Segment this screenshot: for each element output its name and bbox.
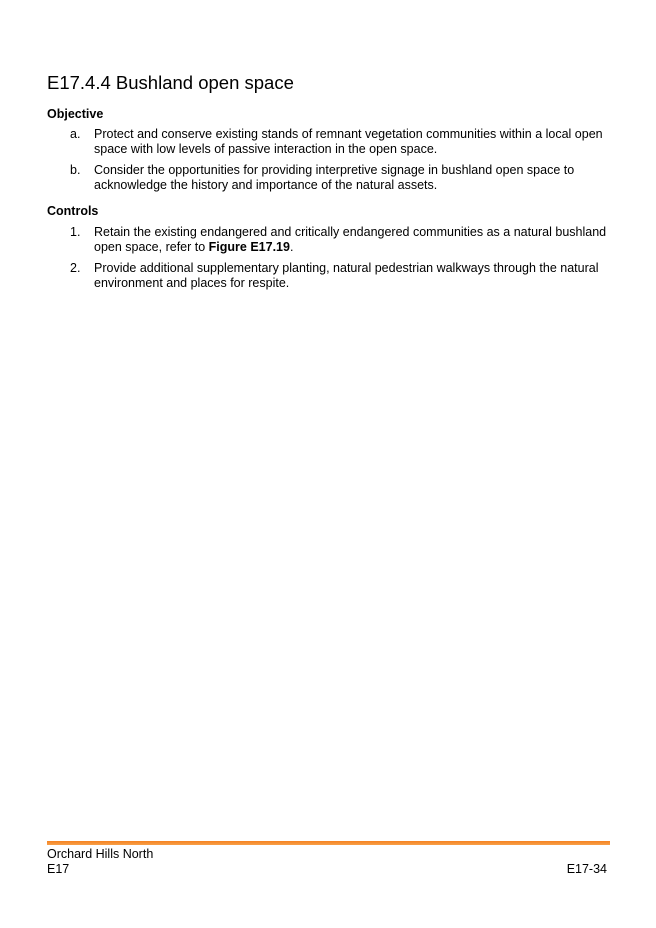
footer-section-code: E17 [47,862,70,876]
figure-reference: Figure E17.19 [208,240,290,254]
controls-list [47,225,607,297]
footer-rule [47,841,610,845]
list-marker: b. [70,163,81,177]
objective-heading: Objective [47,107,104,121]
list-item-text-before: Retain the existing endangered and critically endangered communities as a natural bushland open space, refer to [94,225,607,254]
section-title: E17.4.4 Bushland open space [47,72,294,93]
list-item [47,163,607,193]
list-item-text: Consider the opportunities for providing interpretive signage in bushland open space to acknowledge the history and importance of the natural assets. [94,163,575,192]
list-item-text [94,225,606,254]
objective-list [47,127,607,199]
list-marker: 2. [70,261,81,275]
footer-page-number: E17-34 [566,862,607,876]
list-item [47,225,607,255]
list-item [47,261,607,291]
list-item-text: Protect and conserve existing stands of remnant vegetation communities within a local open space with low levels of passive interaction in the open space. [94,127,603,156]
controls-heading: Controls [47,204,99,218]
list-marker: a. [70,127,81,141]
list-item [47,127,607,157]
footer-document-name: Orchard Hills North [47,847,154,861]
list-item-text-after: . [289,240,294,254]
list-item-text: Provide additional supplementary planting, natural pedestrian walkways through the natural environment and places for respite. [94,261,599,290]
list-marker: 1. [70,225,81,239]
